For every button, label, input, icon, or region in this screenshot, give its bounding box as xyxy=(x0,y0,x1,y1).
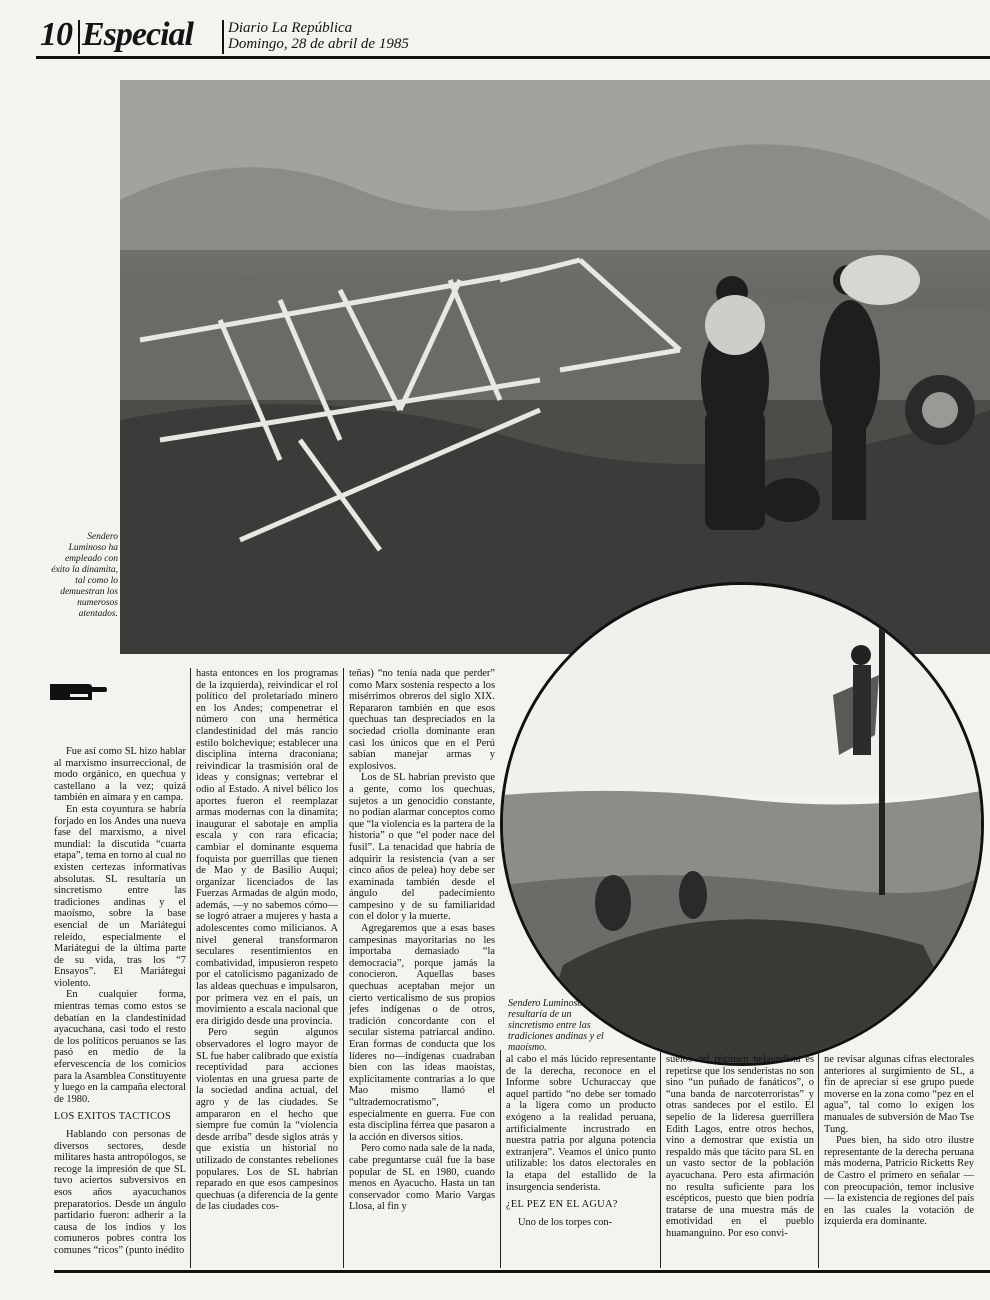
column-separator xyxy=(818,1050,819,1268)
circle-photo-caption: Sendero Luminoso resultaría de un sincretismo entre las tradiciones andinas y el maoísmo. xyxy=(508,998,604,1053)
section-title: Especial xyxy=(82,16,193,53)
column-separator xyxy=(500,1050,501,1268)
subheading: ¿EL PEZ EN EL AGUA? xyxy=(506,1199,618,1211)
paragraph: Los de SL habrían previsto que a gente, como los quechuas, sujetos a un genocidio constante, no podían alarmar conceptos como que “la violencia es la partera de la historia” o que “el poder nace del fusil”. La tenacidad que habría de adquirir la resistencia (van a ser cinco años de pelea) hoy debe ser examinada también desde el ángulo del padecimiento campesino y de su familiaridad con el dolor y la muerte. xyxy=(349,772,495,923)
masthead-divider xyxy=(78,20,80,54)
paragraph: Hablando con personas de diversos sectores, desde militares hasta antropólogos, se recoge la impresión de que SL tuvo aciertos subversivos en esos años ayacuchanos preparatorios. Desde un ángulo partidario fueron: adherir a la causa de los indios y los comuneros pobres contra los comunes “ricos” (punto inédito xyxy=(54,1129,186,1256)
flag-pole-photo-illustration xyxy=(503,585,981,1063)
page-number: 10 xyxy=(40,16,72,53)
publication-name: Diario La República xyxy=(228,20,353,36)
top-rule xyxy=(36,56,990,59)
column-separator xyxy=(660,1050,661,1268)
paragraph: Fue así como SL hizo hablar al marxismo insurreccional, de modo orgánico, en quechua y castellano a la vez; quizá también en aimara y en campa. xyxy=(54,746,186,804)
publication-info xyxy=(228,20,409,52)
article-column-5 xyxy=(666,1054,814,1240)
paragraph: En esta coyuntura se habría forjado en los Andes una nueva fase del marxismo, a nivel mundial: la discutida “cuarta etapa”, tema en torno al cual no existen certezas informativas absolutas. SL resultaría un sincretismo entre las tradiciones andinas y el maoísmo, sobre la base esencial de un Mariátegui releído, especialmente el Mariátegui de la última parte de su vida, tras los “7 Ensayos”. El Mariátegui violento. xyxy=(54,803,186,989)
bridge-photo xyxy=(120,80,990,654)
pointing-hand-icon xyxy=(48,678,108,704)
masthead xyxy=(36,14,976,54)
masthead-divider xyxy=(222,20,224,54)
top-photo-caption: Sendero Luminoso ha empleado con éxito la dinamita, tal como lo demuestran los numerosos atentados. xyxy=(51,532,118,619)
paragraph: Uno de los torpes con- xyxy=(518,1216,613,1228)
paragraph: ne revisar algunas cifras electorales anteriores al surgimiento de SL, a fin de apreciar si ese grupo puede moverse en la zona como “pez en el agua”, tal como lo exigen los manuales de subversión de Mao Tse Tung. xyxy=(824,1054,974,1135)
paragraph: hasta entonces en los programas de la izquierda), reivindicar el rol político del proletariado minero en los Andes; compenetrar el número con una hermética clandestinidad del más rancio estilo bolchevique; establecer una disciplina interna draconiana; reivindicar la trasmisión oral de ideas y consignas; vertebrar el odio al Estado. A nivel bélico los aportes fueron el reemplazar armas modernas con la dinamita; inaugurar el sabotaje en amplia escala y con rara eficacia; cambiar el dominante esquema foquista por guerrillas que tienen de Mao y de Basilio Auqui; organizar licenciados de las Fuerzas Armadas de algún modo, además, —y no sabemos cómo— se logró atraer a mujeres y hasta a adolescentes como milicianos. A nivel general transformaron seculares resentimientos en combatividad, impusieron respeto por el catolicismo paganizado de las aldeas quechuas e impulsaron, por primera vez en el país, un movimiento a escala nacional que era dirigido desde una provincia. xyxy=(196,668,338,1027)
paragraph: Pues bien, ha sido otro ilustre representante de la derecha peruana más moderna, Patricio Ricketts Rey de Castro el primero en señalar —con preocupación, temor inclusive— la existencia de regiones del país en las cuales la votación de izquierda era dominante. xyxy=(824,1135,974,1228)
article-column-1 xyxy=(54,746,186,1257)
article-column-4 xyxy=(506,1054,656,1228)
column-separator xyxy=(343,668,344,1268)
flag-pole-photo xyxy=(500,582,984,1066)
article-column-2 xyxy=(196,668,338,1213)
paragraph: Pero como nada sale de la nada, cabe preguntarse cuál fue la base popular de SL en 1980, cuando menos en Ayacucho. Hasta un tan conservador como Mario Vargas Llosa, al fin y xyxy=(349,1143,495,1213)
column-separator xyxy=(190,668,191,1268)
article-column-6 xyxy=(824,1054,974,1228)
paragraph: En cualquier forma, mientras temas como estos se debatían en la clandestinidad ayacuchana, casi todo el resto de los políticos peruanos se las pasó en medio de la efervescencia de los comicios para la Asamblea Constituyente y luego en la campaña electoral de 1980. xyxy=(54,989,186,1105)
bottom-rule xyxy=(54,1270,990,1273)
paragraph: suelos del régimen belaundista es repetirse que los senderistas no son sino “un puñado de fanáticos”, o “una banda de narcoterroristas” y otras sandeces por el estilo. El sepelio de la lideresa guerrillera Edith Lagos, entre otros hechos, vino a demostrar que existía un respaldo más que tácito para SL en un vasto sector de la población ayacuchana. Pero esta afirmación no resulta suficiente para los escépticos, puesto que bien podría tratarse de una muestra más de emotividad en el pueblo huamanguino. Por eso convi- xyxy=(666,1054,814,1239)
paragraph: Agregaremos que a esas bases campesinas mayoritarias no les importaba demasiado “la democracia”, porque jamás la conocieron. Aquellas bases quechuas aceptaban mejor un cierto verticalismo de sus propios jefes indígenas o de otros, tradición concordante con el secular sistema patriarcal andino. Eran formas de conducta que los líderes no—indígenas cuadraban bien con las ideas maoístas, explícitamente contrarias a lo que Mao mismo llamó el “ultrademocratismo”, especialmente en guerra. Fue con esta disciplina férrea que pasaron a la acción en diversos sitios. xyxy=(349,923,495,1143)
publication-date: Domingo, 28 de abril de 1985 xyxy=(228,36,409,52)
bridge-photo-illustration xyxy=(120,80,990,654)
paragraph: teñas) “no tenía nada que perder” como Marx sostenía respecto a los misérrimos obreros del siglo XIX. Repararon también en que esos quechuas tan despreciados en la sociedad criolla dominante eran casi los únicos que en el Perú sabían manejar armas y explosivos. xyxy=(349,668,495,772)
paragraph: al cabo el más lúcido representante de la derecha, reconoce en el Informe sobre Uchuraccay que aquel partido “no debe ser tomado a la ligera como un producto exógeno a la realidad peruana, artificialmente incrustrado en nuestra patria por alguna potencia extranjera”. Veamos el único punto utilizable: los datos electorales en la etapa del estallido de la insurgencia senderista. xyxy=(506,1054,656,1193)
article-column-3 xyxy=(349,668,495,1213)
paragraph: Pero según algunos observadores el logro mayor de SL fue haber calibrado que existía receptividad para acciones violentas en una gruesa parte de la sociedad andina actual, del agro y de las ciudades. Se ampararon en el hecho que siempre fue común la “violencia desde arriba” desde siglos atrás y que existía un historial no utilizado de constantes rebeliones populares. Los de SL habrían reparado en que esos campesinos quechuas (a diferencia de la gente de las ciudades cos- xyxy=(196,1027,338,1213)
subheading: LOS EXITOS TACTICOS xyxy=(54,1111,172,1123)
